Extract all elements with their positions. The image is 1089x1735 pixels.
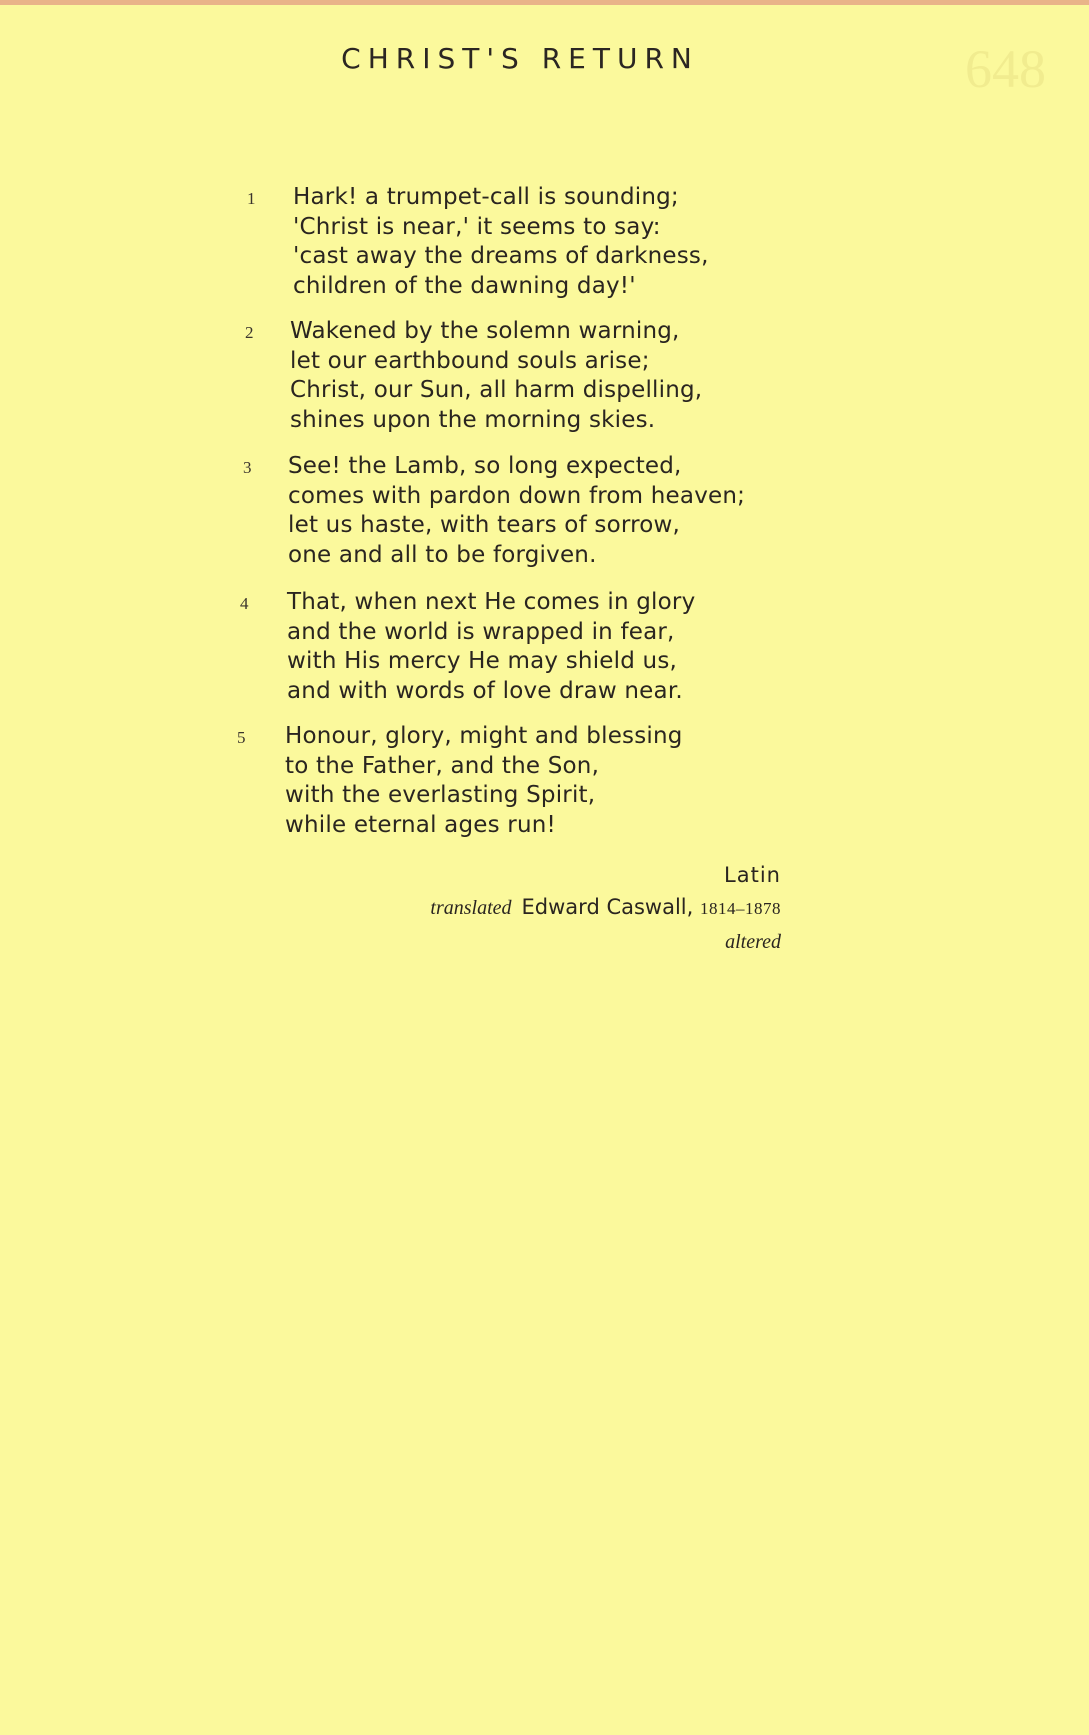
translator-years: 1814–1878 — [700, 899, 781, 918]
verse-line: while eternal ages run! — [285, 811, 556, 838]
verse-lines — [288, 452, 745, 570]
verse-line: See! the Lamb, so long expected, — [288, 453, 682, 479]
verse-line: and the world is wrapped in fear, — [287, 618, 675, 645]
verse-line: Honour, glory, might and blessing — [285, 723, 683, 749]
verse-line: Hark! a trumpet-call is sounding; — [293, 184, 679, 210]
verse-line: to the Father, and the Son, — [285, 752, 600, 779]
verse-number: 2 — [245, 323, 254, 342]
verse-lines — [285, 722, 683, 840]
verse-line: shines upon the morning skies. — [290, 406, 656, 433]
text-source: Latin — [724, 863, 781, 887]
verse-number: 1 — [247, 189, 256, 208]
show-through-hymn-number: 648 — [965, 39, 1046, 99]
verse-number: 4 — [240, 594, 249, 613]
verse-lines — [293, 183, 709, 301]
verse-line: 'cast away the dreams of darkness, — [293, 243, 709, 269]
verse-line: 'Christ is near,' it seems to say: — [293, 213, 661, 240]
verse-line: children of the dawning day!' — [293, 272, 636, 299]
verse-line: let our earthbound souls arise; — [290, 347, 650, 374]
verse-line: and with words of love draw near. — [287, 677, 683, 704]
verse-line: with His mercy He may shield us, — [287, 648, 678, 674]
translator-name: Edward Caswall, — [521, 895, 694, 919]
translated-label: translated — [430, 897, 512, 919]
translator-credit — [430, 890, 781, 926]
verse-lines — [290, 317, 702, 435]
verse-number: 3 — [243, 458, 252, 477]
verse-line: with the everlasting Spirit, — [285, 782, 596, 808]
verse-number: 5 — [237, 728, 246, 747]
verse-line: one and all to be forgiven. — [288, 541, 597, 568]
page-title: CHRIST'S RETURN — [341, 42, 699, 75]
verse-lines — [287, 588, 695, 706]
hymn-attribution — [430, 860, 781, 958]
verse-line: That, when next He comes in glory — [287, 589, 696, 615]
verse-line: Wakened by the solemn warning, — [290, 318, 680, 344]
verse-line: comes with pardon down from heaven; — [288, 482, 746, 509]
top-edge-rule — [0, 0, 1089, 5]
alteration-note: altered — [725, 931, 781, 953]
verse-line: let us haste, with tears of sorrow, — [288, 512, 681, 538]
verse-line: Christ, our Sun, all harm dispelling, — [290, 377, 703, 403]
